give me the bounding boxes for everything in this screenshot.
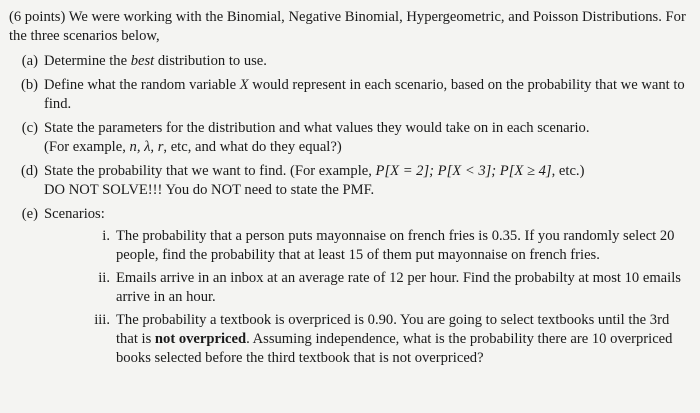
text-segment: DO NOT SOLVE!!! You do NOT need to state the PMF. <box>44 182 375 198</box>
text-segment: would represent in each scenario, based on the probability that we want to find. <box>44 77 685 112</box>
scenario-text: The probability that a person puts mayonnaise on french fries is 0.35. If you randomly select 20 people, find the probability that at least 15 of them put mayonnaise on french fries. <box>116 228 675 263</box>
scenario-list <box>44 227 690 368</box>
scenario-text: Emails arrive in an inbox at an average rate of 12 per hour. Find the probabilty at most 10 emails arrive in an hour. <box>116 270 681 305</box>
math-variable: X <box>239 77 249 93</box>
bold-text: not overpriced <box>154 331 247 347</box>
text-segment: distribution to use. <box>154 53 267 69</box>
math-parameters: n, λ, r <box>129 139 164 155</box>
instruction-b <box>9 76 690 114</box>
text-segment: State the probability that we want to find. (For example, <box>44 163 376 179</box>
text-segment: Determine the <box>44 53 131 69</box>
problem-intro: (6 points) We were working with the Binomial, Negative Binomial, Hypergeometric, and Poisson Distributions. For the three scenarios below, <box>9 9 686 44</box>
instruction-marker: (e) <box>21 206 38 222</box>
instruction-d <box>9 162 690 200</box>
instruction-text <box>44 52 690 71</box>
emphasis-text: best <box>130 53 155 69</box>
text-segment: , etc.) <box>551 163 585 179</box>
instruction-marker: (b) <box>20 77 38 93</box>
scenario-i <box>80 227 690 265</box>
text-segment: State the parameters for the distribution and what values they would take on in each scenario. <box>44 120 590 136</box>
instruction-text <box>44 76 690 114</box>
instruction-marker: (c) <box>21 120 38 136</box>
text-segment: Define what the random variable <box>44 77 240 93</box>
instruction-e <box>9 205 690 372</box>
instruction-marker: (a) <box>21 53 38 69</box>
instruction-text <box>44 162 690 200</box>
instruction-list <box>9 52 690 372</box>
text-segment: The probability a textbook is overpriced is 0.90. You are going to select textbooks until the 3rd that is <box>116 312 670 347</box>
scenario-text <box>116 311 690 368</box>
instruction-a <box>9 52 690 71</box>
scenario-marker: i. <box>102 228 110 244</box>
text-segment: . Assuming independence, what is the probability there are 10 overpriced books selected before the third textbook that is not overpriced? <box>116 331 673 366</box>
math-expression: P[X = 2]; P[X < 3]; P[X ≥ 4] <box>375 163 552 179</box>
instruction-marker: (d) <box>20 163 38 179</box>
instruction-text <box>44 119 690 157</box>
instruction-text <box>44 205 690 372</box>
text-segment: , etc, and what do they equal?) <box>163 139 342 155</box>
text-segment: (For example, <box>44 139 130 155</box>
scenario-marker: iii. <box>94 312 110 328</box>
scenario-marker: ii. <box>98 270 110 286</box>
scenario-ii <box>80 269 690 307</box>
scenarios-label: Scenarios: <box>44 206 105 222</box>
instruction-c <box>9 119 690 157</box>
scenario-iii <box>80 311 690 368</box>
